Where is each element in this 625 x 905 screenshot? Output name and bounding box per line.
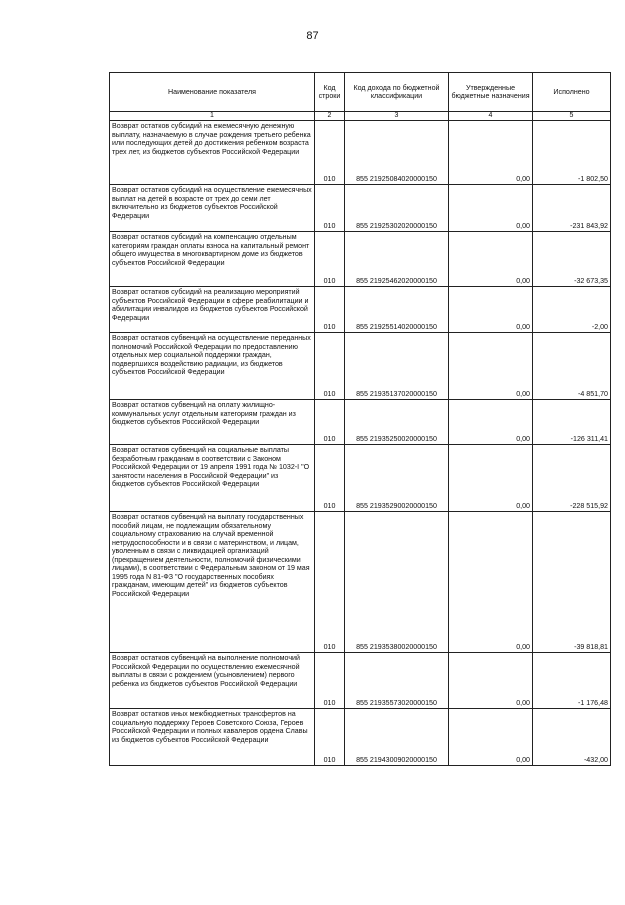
line-code: 010 bbox=[315, 653, 345, 709]
executed-amount: -32 673,35 bbox=[533, 232, 611, 287]
table-row bbox=[110, 185, 611, 232]
budget-code: 855 21935250020000150 bbox=[345, 400, 449, 445]
header-indicator-name: Наименование показателя bbox=[110, 73, 315, 112]
header-line-code: Код строки bbox=[315, 73, 345, 112]
budget-code: 855 21935290020000150 bbox=[345, 445, 449, 512]
table-row bbox=[110, 512, 611, 653]
line-code: 010 bbox=[315, 709, 345, 766]
line-code: 010 bbox=[315, 232, 345, 287]
column-number: 3 bbox=[345, 112, 449, 121]
approved-amount: 0,00 bbox=[449, 232, 533, 287]
budget-code: 855 21935137020000150 bbox=[345, 333, 449, 400]
budget-code: 855 21925084020000150 bbox=[345, 121, 449, 185]
header-row bbox=[110, 73, 611, 112]
page-number: 87 bbox=[306, 30, 319, 42]
table-row bbox=[110, 445, 611, 512]
table-row bbox=[110, 400, 611, 445]
approved-amount: 0,00 bbox=[449, 653, 533, 709]
approved-amount: 0,00 bbox=[449, 709, 533, 766]
executed-amount: -231 843,92 bbox=[533, 185, 611, 232]
executed-amount: -1 176,48 bbox=[533, 653, 611, 709]
approved-amount: 0,00 bbox=[449, 400, 533, 445]
approved-amount: 0,00 bbox=[449, 287, 533, 333]
table-row bbox=[110, 287, 611, 333]
table-row bbox=[110, 709, 611, 766]
executed-amount: -2,00 bbox=[533, 287, 611, 333]
budget-code: 855 21935573020000150 bbox=[345, 653, 449, 709]
executed-amount: -228 515,92 bbox=[533, 445, 611, 512]
indicator-name: Возврат остатков субвенций на осуществление переданных полномочий Российской Федерации по предоставлению отдельных мер социальной поддержки граждан, подвергшихся воздействию радиации, из бюджетов субъектов Российской Федерации bbox=[110, 333, 315, 400]
budget-code: 855 21943009020000150 bbox=[345, 709, 449, 766]
line-code: 010 bbox=[315, 121, 345, 185]
indicator-name: Возврат остатков субвенций на оплату жилищно-коммунальных услуг отдельным категориям граждан из бюджетов субъектов Российской Федерации bbox=[110, 400, 315, 445]
indicator-name: Возврат остатков субвенций на выплату государственных пособий лицам, не подлежащим обязательному социальному страхованию на случай временной нетрудоспособности и в связи с материнством, и лицам, уволенным в связи с ликвидацией организаций (прекращением деятельности, полномочий физическими лицами), в соответствии с Федеральным законом от 19 мая 1995 года N 81-ФЗ "О государственных пособиях гражданам, имеющим детей" из бюджетов субъектов Российской Федерации bbox=[110, 512, 315, 653]
executed-amount: -126 311,41 bbox=[533, 400, 611, 445]
executed-amount: -432,00 bbox=[533, 709, 611, 766]
approved-amount: 0,00 bbox=[449, 121, 533, 185]
budget-code: 855 21925302020000150 bbox=[345, 185, 449, 232]
header-budget-code: Код дохода по бюджетной классификации bbox=[345, 73, 449, 112]
indicator-name: Возврат остатков субсидий на реализацию мероприятий субъектов Российской Федерации в сфере реабилитации и абилитации инвалидов из бюджетов субъектов Российской Федерации bbox=[110, 287, 315, 333]
approved-amount: 0,00 bbox=[449, 445, 533, 512]
indicator-name: Возврат остатков субвенций на выполнение полномочий Российской Федерации по осуществлению ежемесячной выплаты в связи с рождением (усыновлением) первого ребенка из бюджетов субъектов Российской Федерации bbox=[110, 653, 315, 709]
column-number: 1 bbox=[110, 112, 315, 121]
indicator-name: Возврат остатков иных межбюджетных трансфертов на социальную поддержку Героев Советского Союза, Героев Российской Федерации и полных кавалеров ордена Славы из бюджетов субъектов Российской Федерации bbox=[110, 709, 315, 766]
indicator-name: Возврат остатков субвенций на социальные выплаты безработным гражданам в соответствии с Законом Российской Федерации от 19 апреля 1991 года № 1032-I "О занятости населения в Российской Федерации" из бюджетов субъектов Российской Федерации bbox=[110, 445, 315, 512]
table-row bbox=[110, 232, 611, 287]
approved-amount: 0,00 bbox=[449, 333, 533, 400]
column-number-row bbox=[110, 112, 611, 121]
column-number: 4 bbox=[449, 112, 533, 121]
table-row bbox=[110, 653, 611, 709]
indicator-name: Возврат остатков субсидий на осуществление ежемесячных выплат на детей в возрасте от трех до семи лет включительно из бюджетов субъектов Российской Федерации bbox=[110, 185, 315, 232]
table-row bbox=[110, 121, 611, 185]
line-code: 010 bbox=[315, 333, 345, 400]
executed-amount: -4 851,70 bbox=[533, 333, 611, 400]
header-approved: Утвержденные бюджетные назначения bbox=[449, 73, 533, 112]
approved-amount: 0,00 bbox=[449, 185, 533, 232]
executed-amount: -1 802,50 bbox=[533, 121, 611, 185]
executed-amount: -39 818,81 bbox=[533, 512, 611, 653]
budget-code: 855 21925462020000150 bbox=[345, 232, 449, 287]
line-code: 010 bbox=[315, 445, 345, 512]
budget-report-table bbox=[109, 72, 611, 766]
line-code: 010 bbox=[315, 185, 345, 232]
column-number: 5 bbox=[533, 112, 611, 121]
line-code: 010 bbox=[315, 287, 345, 333]
indicator-name: Возврат остатков субсидий на ежемесячную денежную выплату, назначаемую в случае рождения третьего ребенка или последующих детей до достижения ребенком возраста трех лет, из бюджетов субъектов Российской Федерации bbox=[110, 121, 315, 185]
table-row bbox=[110, 333, 611, 400]
budget-code: 855 21935380020000150 bbox=[345, 512, 449, 653]
indicator-name: Возврат остатков субсидий на компенсацию отдельным категориям граждан оплаты взноса на капитальный ремонт общего имущества в многоквартирном доме из бюджетов субъектов Российской Федерации bbox=[110, 232, 315, 287]
approved-amount: 0,00 bbox=[449, 512, 533, 653]
header-executed: Исполнено bbox=[533, 73, 611, 112]
line-code: 010 bbox=[315, 400, 345, 445]
line-code: 010 bbox=[315, 512, 345, 653]
column-number: 2 bbox=[315, 112, 345, 121]
budget-code: 855 21925514020000150 bbox=[345, 287, 449, 333]
